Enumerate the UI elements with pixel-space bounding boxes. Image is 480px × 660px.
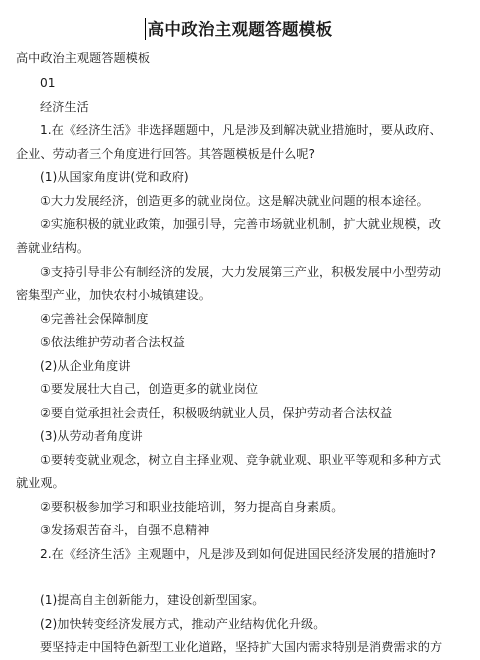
paragraph-line: ①大力发展经济，创造更多的就业岗位。这是解决就业问题的根本途径。 (40, 194, 429, 208)
paragraph-line: (2)加快转变经济发展方式，推动产业结构优化升级。 (40, 617, 326, 631)
paragraph-line: (2)从企业角度讲 (40, 359, 131, 373)
paragraph-line: 企业、劳动者三个角度进行回答。其答题模板是什么呢? (16, 147, 315, 161)
title-text: 高中政治主观题答题模板 (147, 20, 333, 39)
paragraph-line: (1)从国家角度讲(党和政府) (40, 170, 189, 184)
paragraph-line: ①要转变就业观念，树立自主择业观、竞争就业观、职业平等观和多种方式 (40, 453, 441, 467)
section-number: 01 (40, 76, 56, 90)
paragraph-line: 密集型产业，加快农村小城镇建设。 (16, 288, 211, 302)
paragraph-line: 2.在《经济生活》主观题中，凡是涉及到如何促进国民经济发展的措施时? (40, 547, 436, 561)
paragraph-line: ②要自觉承担社会责任，积极吸纳就业人员，保护劳动者合法权益 (40, 406, 393, 420)
section-heading: 经济生活 (40, 100, 89, 114)
paragraph-line: ⑤依法维护劳动者合法权益 (40, 335, 185, 349)
paragraph-line: 要坚持走中国特色新型工业化道路，坚持扩大国内需求特别是消费需求的方 (40, 640, 443, 654)
paragraph-line: 善就业结构。 (16, 241, 90, 255)
paragraph-line: 就业观。 (16, 476, 65, 490)
subtitle: 高中政治主观题答题模板 (16, 51, 151, 65)
document-title (0, 16, 480, 40)
paragraph-line: (1)提高自主创新能力，建设创新型国家。 (40, 593, 265, 607)
paragraph-line: ④完善社会保障制度 (40, 312, 149, 326)
paragraph-line: ③支持引导非公有制经济的发展，大力发展第三产业，积极发展中小型劳动 (40, 265, 441, 279)
paragraph-line: ②实施积极的就业政策，加强引导，完善市场就业机制，扩大就业规模，改 (40, 217, 441, 231)
paragraph-line: (3)从劳动者角度讲 (40, 429, 143, 443)
paragraph-line: ③发扬艰苦奋斗，自强不息精神 (40, 523, 210, 537)
paragraph-line: ②要积极参加学习和职业技能培训，努力提高自身素质。 (40, 500, 344, 514)
paragraph-line: 1.在《经济生活》非选择题题中，凡是涉及到解决就业措施时，要从政府、 (40, 123, 442, 137)
paragraph-line: ①要发展壮大自己，创造更多的就业岗位 (40, 382, 259, 396)
